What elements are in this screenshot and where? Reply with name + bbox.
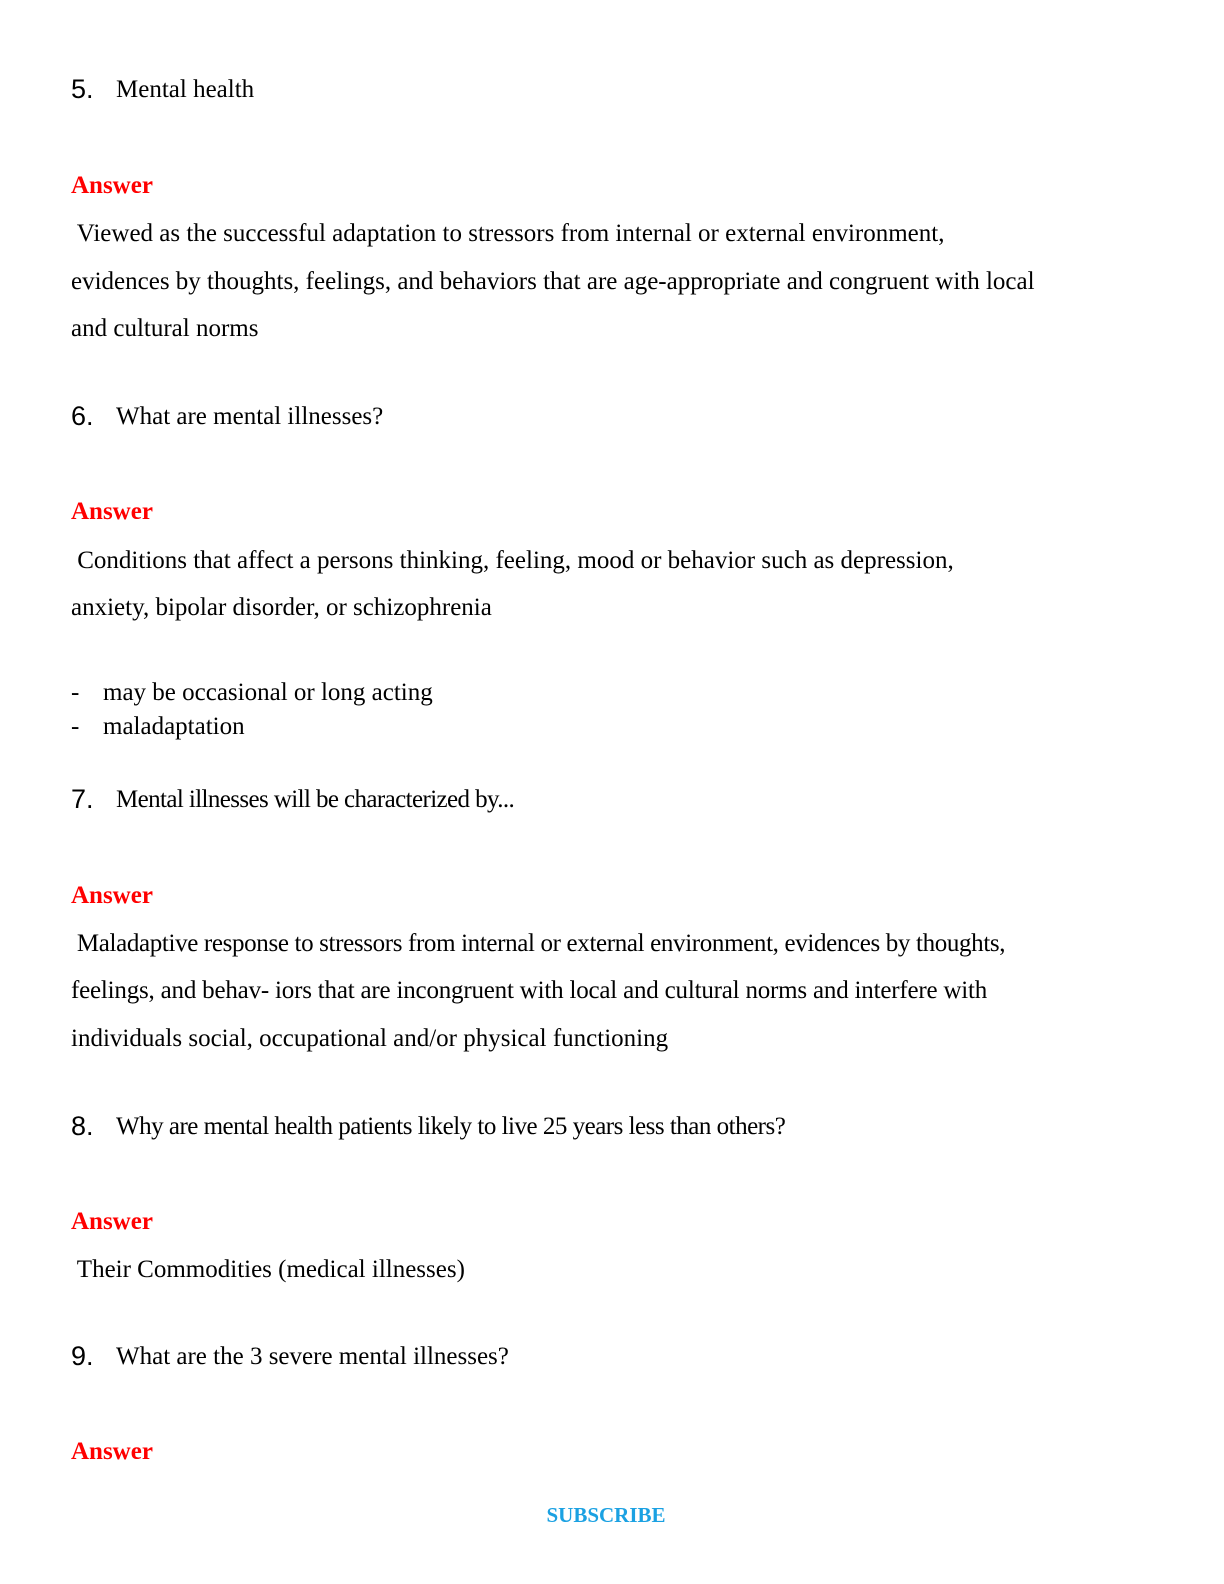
- question-number: 6.: [71, 401, 94, 431]
- answer-text-line: individuals social, occupational and/or physical functioning: [71, 1025, 669, 1052]
- question-6: [71, 401, 94, 432]
- answer-text-line: Their Commodities (medical illnesses): [71, 1256, 465, 1283]
- bullet-marker: -: [71, 679, 80, 706]
- answer-text-line: Maladaptive response to stressors from internal or external environment, evidences by thoughts,: [71, 930, 1006, 957]
- answer-label: Answer: [71, 882, 153, 909]
- question-text: What are mental illnesses?: [116, 403, 384, 430]
- question-text: Why are mental health patients likely to live 25 years less than others?: [116, 1113, 786, 1140]
- answer-text-line: Conditions that affect a persons thinking, feeling, mood or behavior such as depression,: [71, 547, 954, 574]
- question-text: Mental illnesses will be characterized by...: [116, 786, 515, 813]
- subscribe-link[interactable]: SUBSCRIBE: [546, 1503, 666, 1527]
- question-5: [71, 74, 94, 105]
- question-text: Mental health: [116, 76, 255, 103]
- answer-text-line: feelings, and behav- iors that are incongruent with local and cultural norms and interfere with: [71, 977, 988, 1004]
- question-7: [71, 784, 94, 815]
- answer-label: Answer: [71, 498, 153, 525]
- question-8: [71, 1111, 94, 1142]
- question-9: [71, 1341, 94, 1372]
- question-number: 7.: [71, 784, 94, 814]
- answer-label: Answer: [71, 1208, 153, 1235]
- question-number: 9.: [71, 1341, 94, 1371]
- footer: [0, 1503, 1224, 1528]
- question-number: 5.: [71, 74, 94, 104]
- bullet-item: maladaptation: [103, 713, 245, 740]
- answer-text-line: anxiety, bipolar disorder, or schizophrenia: [71, 594, 492, 621]
- bullet-marker: -: [71, 713, 80, 740]
- answer-text-line: evidences by thoughts, feelings, and behaviors that are age-appropriate and congruent with local: [71, 268, 1035, 295]
- question-number: 8.: [71, 1111, 94, 1141]
- answer-text-line: and cultural norms: [71, 315, 259, 342]
- answer-label: Answer: [71, 1438, 153, 1465]
- bullet-item: may be occasional or long acting: [103, 679, 433, 706]
- question-text: What are the 3 severe mental illnesses?: [116, 1343, 509, 1370]
- answer-text-line: Viewed as the successful adaptation to stressors from internal or external environment,: [71, 220, 945, 247]
- answer-label: Answer: [71, 172, 153, 199]
